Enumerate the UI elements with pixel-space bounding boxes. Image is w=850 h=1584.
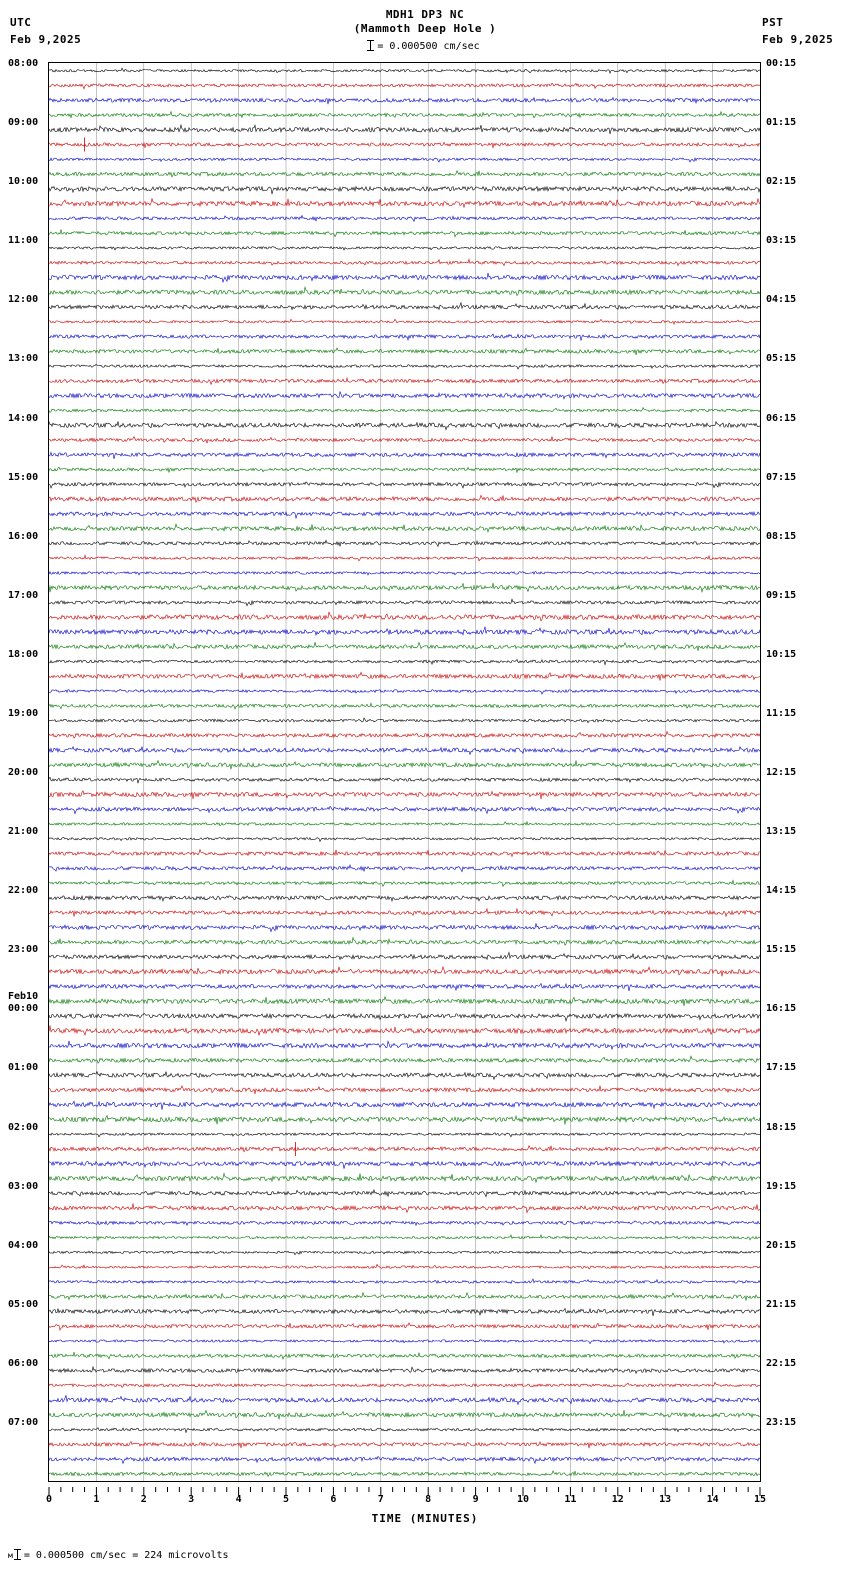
right-time-label: 07:15 — [766, 471, 797, 483]
left-time-label: 11:00 — [8, 235, 39, 247]
x-tick-label: 7 — [377, 1494, 384, 1505]
left-time-label: 12:00 — [8, 294, 39, 306]
right-time-label: 13:15 — [766, 826, 797, 838]
right-time-label: 11:15 — [766, 707, 797, 719]
footer-scale-note — [8, 1549, 229, 1561]
right-time-label: 14:15 — [766, 885, 797, 897]
x-tick-label: 5 — [282, 1494, 290, 1505]
station-subtitle: (Mammoth Deep Hole ) — [353, 22, 497, 35]
micro-symbol: м — [8, 1551, 13, 1560]
scale-bar-icon — [370, 40, 371, 51]
left-time-label: 02:00 — [8, 1121, 39, 1133]
left-time-label: 04:00 — [8, 1239, 39, 1251]
left-time-label: 05:00 — [8, 1298, 39, 1310]
left-time-label: 01:00 — [8, 1062, 39, 1074]
left-time-label: 17:00 — [8, 589, 39, 601]
pst-date-label: Feb 9,2025 — [762, 33, 834, 46]
x-tick-label: 0 — [45, 1494, 53, 1505]
right-time-label: 12:15 — [766, 767, 797, 778]
left-time-label: 07:00 — [8, 1416, 39, 1428]
left-time-label: 15:00 — [8, 471, 39, 483]
x-axis — [45, 1482, 767, 1505]
right-time-label: 20:15 — [766, 1239, 797, 1251]
utc-zone-label: UTC — [10, 16, 32, 29]
left-time-label: 03:00 — [8, 1180, 39, 1192]
left-time-label: 14:00 — [8, 412, 39, 424]
pst-zone-label: PST — [762, 16, 784, 29]
x-tick-label: 15 — [753, 1494, 767, 1505]
x-tick-label: 13 — [659, 1494, 672, 1505]
x-axis-ticks — [48, 1487, 761, 1497]
left-time-label: 19:00 — [8, 707, 39, 719]
right-time-label: 03:15 — [766, 235, 797, 247]
right-time-label: 06:15 — [766, 412, 797, 424]
x-tick-label: 1 — [93, 1494, 100, 1505]
footer-scale-text: = 0.000500 cm/sec = 224 microvolts — [23, 1550, 229, 1561]
seismogram-canvas — [49, 63, 760, 1481]
right-time-label: 19:15 — [766, 1180, 797, 1192]
station-title: MDH1 DP3 NC — [385, 8, 465, 21]
right-time-label: 18:15 — [766, 1121, 797, 1133]
scale-reference — [0, 40, 850, 52]
right-time-label: 15:15 — [766, 944, 797, 956]
footer-scale-bar-icon — [17, 1549, 18, 1560]
right-time-label: 04:15 — [766, 294, 797, 306]
x-axis-title: TIME (MINUTES) — [371, 1512, 479, 1525]
x-tick-label: 9 — [472, 1494, 479, 1505]
x-tick-label: 11 — [564, 1494, 577, 1505]
right-time-label: 17:15 — [766, 1062, 797, 1074]
x-tick-label: 2 — [140, 1494, 147, 1505]
left-time-label: 08:00 — [8, 58, 39, 69]
right-time-label: 01:15 — [766, 117, 797, 129]
left-time-label: 06:00 — [8, 1357, 39, 1369]
left-time-label: 22:00 — [8, 885, 39, 897]
left-time-label: 18:00 — [8, 648, 39, 660]
scale-reference-text: = 0.000500 cm/sec — [377, 41, 480, 52]
x-tick-label: 8 — [425, 1494, 432, 1505]
x-tick-label: 12 — [611, 1494, 624, 1505]
left-time-label: 09:00 — [8, 117, 39, 129]
left-time-label: 16:00 — [8, 530, 39, 542]
right-time-label: 05:15 — [766, 353, 797, 365]
left-time-label: 20:00 — [8, 767, 39, 778]
right-time-label: 23:15 — [766, 1416, 797, 1428]
x-tick-label: 10 — [516, 1494, 530, 1505]
right-time-label: 22:15 — [766, 1357, 797, 1369]
right-time-label: 16:15 — [766, 1003, 797, 1015]
right-time-label: 02:15 — [766, 176, 797, 188]
x-tick-label: 14 — [706, 1494, 719, 1505]
utc-date-label: Feb 9,2025 — [10, 33, 82, 46]
x-tick-label: 6 — [330, 1494, 337, 1505]
right-time-label: 09:15 — [766, 589, 797, 601]
left-time-label: 10:00 — [8, 176, 39, 188]
x-tick-label: 3 — [188, 1494, 195, 1505]
right-time-label: 21:15 — [766, 1298, 797, 1310]
left-time-label: 23:00 — [8, 944, 39, 956]
right-time-label: 00:15 — [766, 58, 797, 69]
left-time-label: 00:00 — [8, 1003, 39, 1015]
left-time-label: Feb10 — [8, 991, 39, 1003]
left-time-label: 21:00 — [8, 826, 39, 838]
seismogram-plot — [48, 62, 761, 1482]
right-time-label: 10:15 — [766, 648, 797, 660]
left-time-label: 13:00 — [8, 353, 39, 365]
right-time-label: 08:15 — [766, 530, 797, 542]
x-tick-label: 4 — [235, 1494, 242, 1505]
